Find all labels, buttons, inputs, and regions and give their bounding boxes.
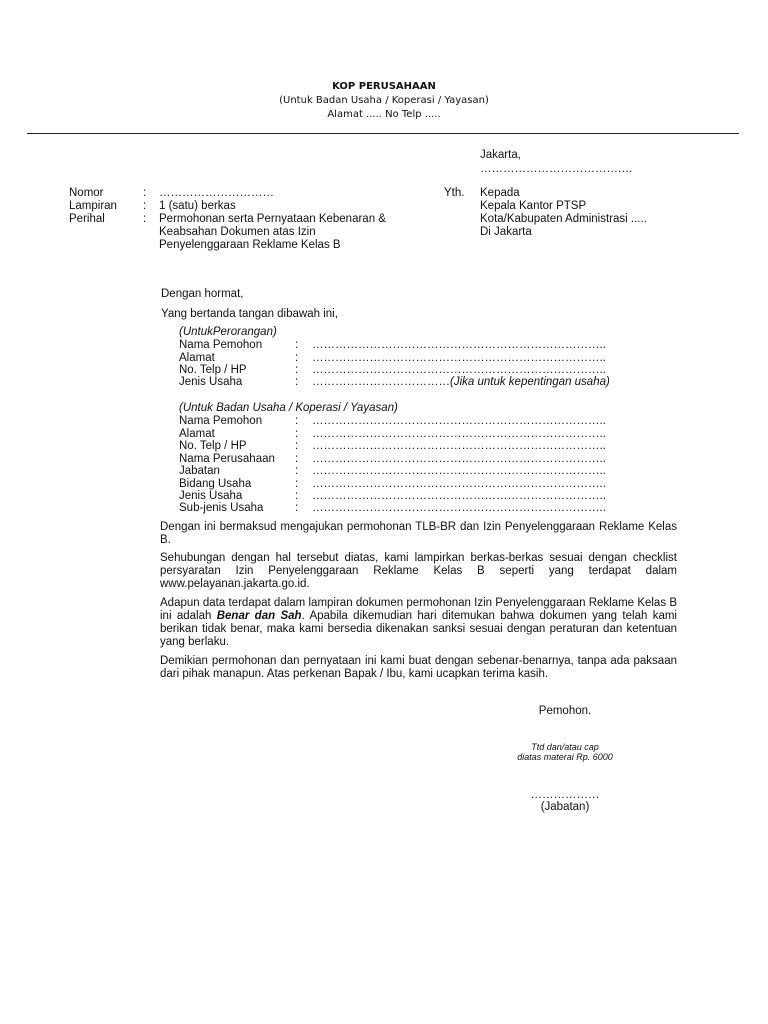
individual-field-label: Nama Pemohon bbox=[179, 339, 263, 351]
header-divider bbox=[27, 133, 739, 134]
perihal-line-1: Permohonan serta Pernyataan Kebenaran & bbox=[159, 213, 386, 225]
signature-dots: ……………… bbox=[530, 789, 600, 801]
entity-field-colon: : bbox=[295, 428, 299, 440]
perihal-label: Perihal bbox=[69, 213, 105, 225]
greeting: Dengan hormat, bbox=[161, 288, 244, 300]
individual-field-dots: ………………………………………………………………….. bbox=[312, 364, 606, 376]
entity-field-dots: ………………………………………………………………….. bbox=[312, 490, 606, 502]
recipient-line-3: Kota/Kabupaten Administrasi ..... bbox=[480, 213, 647, 225]
individual-field-label: Jenis Usaha bbox=[179, 376, 243, 388]
paragraph-declaration bbox=[160, 597, 677, 649]
nomor-value: ………………………… bbox=[159, 187, 274, 199]
place-city: Jakarta, bbox=[480, 149, 521, 161]
entity-field-colon: : bbox=[295, 453, 299, 465]
paragraph-attachments: Sehubungan dengan hal tersebut diatas, kami lampirkan berkas-berkas sesuai dengan checklist persyaratan Izin Penyelenggaraan Reklame Kelas B seperti yang terdapat dalam www.pelayanan.jakarta.go.id. bbox=[160, 552, 677, 590]
entity-field-colon: : bbox=[295, 478, 299, 490]
entity-field-label: Nama Pemohon bbox=[179, 415, 263, 427]
individual-field-colon: : bbox=[295, 376, 299, 388]
entity-field-colon: : bbox=[295, 440, 299, 452]
entity-field-label: Nama Perusahaan bbox=[179, 453, 275, 465]
paragraph-request: Dengan ini bermaksud mengajukan permohonan TLB-BR dan Izin Penyelenggaraan Reklame Kelas B. bbox=[160, 521, 677, 546]
entity-field-dots: ………………………………………………………………….. bbox=[312, 428, 606, 440]
entity-field-label: Alamat bbox=[179, 428, 215, 440]
individual-field-label: Alamat bbox=[179, 352, 215, 364]
entity-field-label: Jenis Usaha bbox=[179, 490, 243, 502]
entity-field-dots: ………………………………………………………………….. bbox=[312, 440, 606, 452]
nomor-label: Nomor bbox=[69, 187, 104, 199]
entity-field-label: No. Telp / HP bbox=[179, 440, 247, 452]
entity-field-colon: : bbox=[295, 502, 299, 514]
recipient-line-2: Kepala Kantor PTSP bbox=[480, 200, 587, 212]
lampiran-label: Lampiran bbox=[69, 200, 117, 212]
individual-field-colon: : bbox=[295, 364, 299, 376]
entity-field-colon: : bbox=[295, 465, 299, 477]
jenis-usaha-dots: ……………………………… bbox=[312, 376, 450, 388]
signature-note-line-2: diatas materai Rp. 6000 bbox=[517, 752, 613, 762]
individual-heading: (UntukPerorangan) bbox=[179, 326, 277, 338]
paragraph-closing: Demikian permohonan dan pernyataan ini kami buat dengan sebenar-benarnya, tanpa ada paksaan dari pihak manapun. Atas perkenan Bapak / Ibu, kami ucapkan terima kasih. bbox=[160, 655, 677, 680]
individual-field-dots bbox=[312, 376, 610, 389]
entity-field-dots: ………………………………………………………………….. bbox=[312, 415, 606, 427]
individual-field-dots: ………………………………………………………………….. bbox=[312, 339, 606, 351]
entity-field-label: Jabatan bbox=[179, 465, 220, 477]
entity-field-label: Sub-jenis Usaha bbox=[179, 502, 264, 514]
recipient-line-1: Kepada bbox=[480, 187, 520, 199]
intro-line: Yang bertanda tangan dibawah ini, bbox=[161, 308, 338, 320]
lampiran-value: 1 (satu) berkas bbox=[159, 200, 236, 212]
letterhead-address: Alamat ..... No Telp ..... bbox=[327, 109, 441, 120]
entity-field-label: Bidang Usaha bbox=[179, 478, 252, 490]
declaration-emphasis: Benar dan Sah bbox=[216, 610, 302, 622]
recipient-line-4: Di Jakarta bbox=[480, 226, 532, 238]
entity-field-colon: : bbox=[295, 490, 299, 502]
individual-field-label: No. Telp / HP bbox=[179, 364, 247, 376]
jenis-usaha-note: (Jika untuk kepentingan usaha) bbox=[450, 376, 610, 388]
perihal-colon: : bbox=[143, 213, 147, 225]
nomor-colon: : bbox=[143, 187, 147, 199]
company-letterhead-title: KOP PERUSAHAAN bbox=[332, 81, 436, 92]
individual-field-dots: ………………………………………………………………….. bbox=[312, 352, 606, 364]
entity-heading: (Untuk Badan Usaha / Koperasi / Yayasan) bbox=[179, 402, 398, 414]
declaration-text-a: Adapun data terdapat dalam lampiran dokumen permohonan Izin Penyelenggaraan Reklame Kelas B ini adalah bbox=[160, 597, 677, 622]
signature-position: (Jabatan) bbox=[540, 801, 590, 813]
perihal-line-3: Penyelenggaraan Reklame Kelas B bbox=[159, 239, 341, 251]
entity-field-dots: ………………………………………………………………….. bbox=[312, 465, 606, 477]
lampiran-colon: : bbox=[143, 200, 147, 212]
entity-field-dots: ………………………………………………………………….. bbox=[312, 453, 606, 465]
individual-field-colon: : bbox=[295, 352, 299, 364]
individual-field-colon: : bbox=[295, 339, 299, 351]
letterhead-subtitle: (Untuk Badan Usaha / Koperasi / Yayasan) bbox=[279, 95, 489, 106]
declaration-text-b: . Apabila dikemudian hari ditemukan bahwa dokumen yang telah kami berikan tidak benar, maka kami bersedia dikenakan sanksi sesuai dengan peraturan dan ketentuan yang berlaku. bbox=[160, 610, 677, 648]
date-dots: ……………………………….… bbox=[480, 163, 633, 175]
entity-field-colon: : bbox=[295, 415, 299, 427]
entity-field-dots: ………………………………………………………………….. bbox=[312, 502, 606, 514]
signature-note-line-1: Ttd dan/atau cap bbox=[531, 742, 599, 752]
entity-field-dots: ………………………………………………………………….. bbox=[312, 478, 606, 490]
signature-label: Pemohon. bbox=[538, 705, 592, 717]
yth-label: Yth. bbox=[444, 187, 465, 199]
perihal-line-2: Keabsahan Dokumen atas Izin bbox=[159, 226, 316, 238]
